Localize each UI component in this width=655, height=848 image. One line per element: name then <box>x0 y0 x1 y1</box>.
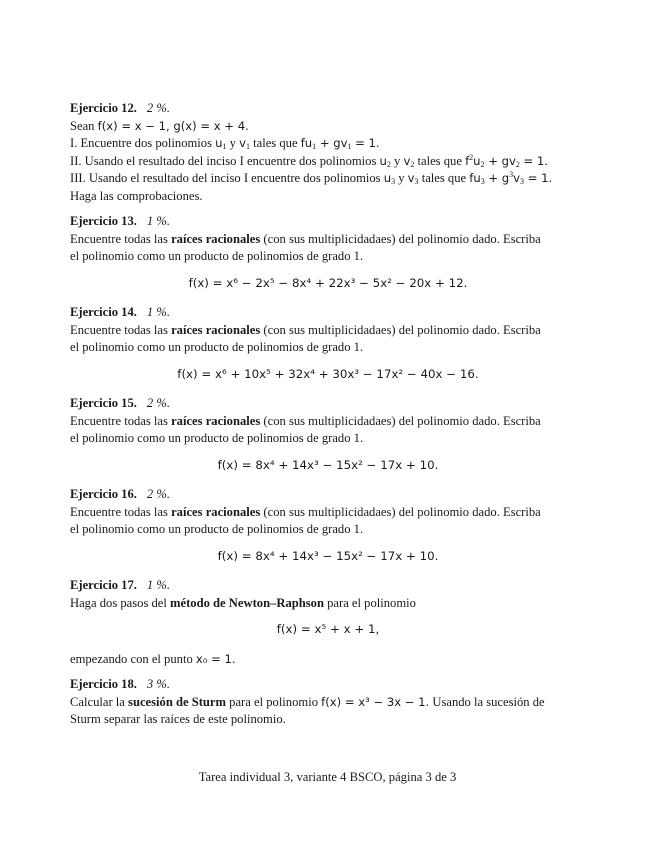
part-iii: III. Usando el resultado del inciso I encuentre dos polinomios $u_3$ y $v_3$ tales que $fu_3 + g^3v_3 = 1$. <box>70 170 553 186</box>
exercise-title: Ejercicio 18. <box>70 677 137 691</box>
exercise-title: Ejercicio 13. <box>70 214 137 228</box>
exercise-12 <box>70 100 586 205</box>
exercise-weight: 1 %. <box>146 578 171 592</box>
statement-line-1: Encuentre todas las raíces racionales (con sus multiplicidadaes) del polinomio dado. Escriba <box>70 322 541 337</box>
statement-line-1: Calcular la sucesión de Sturm para el polinomio f(x) = x³ − 3x − 1. Usando la sucesión de <box>70 694 545 709</box>
polynomial-formula: f(x) = x⁵ + x + 1, <box>276 622 380 636</box>
exercise-page <box>70 100 586 737</box>
exercise-weight: 1 %. <box>146 214 171 228</box>
exercise-weight: 2 %. <box>146 396 171 410</box>
exercise-15 <box>70 395 586 474</box>
statement-line-2: el polinomio como un producto de polinomios de grado 1. <box>70 340 364 354</box>
statement-line-2: el polinomio como un producto de polinomios de grado 1. <box>70 522 364 536</box>
polynomial-formula: f(x) = 8x⁴ + 14x³ − 15x² − 17x + 10. <box>217 457 439 472</box>
exercise-title: Ejercicio 16. <box>70 487 137 501</box>
starting-point-line: empezando con el punto x₀ = 1. <box>70 651 236 666</box>
statement-line-1: Encuentre todas las raíces racionales (con sus multiplicidadaes) del polinomio dado. Escriba <box>70 231 541 246</box>
definitions-line: Sean f(x) = x − 1, g(x) = x + 4. <box>70 118 249 133</box>
exercise-weight: 3 %. <box>146 677 171 691</box>
exercise-18 <box>70 676 586 729</box>
statement-line-2: Sturm separar las raíces de este polinomio. <box>70 712 286 726</box>
exercise-weight: 2 %. <box>146 101 171 115</box>
exercise-title: Ejercicio 17. <box>70 578 137 592</box>
exercise-title: Ejercicio 15. <box>70 396 137 410</box>
statement-line-1: Haga dos pasos del método de Newton–Raphson para el polinomio <box>70 595 416 610</box>
closing-line: Haga las comprobaciones. <box>70 188 203 203</box>
exercise-title: Ejercicio 14. <box>70 305 137 319</box>
statement-line-2: el polinomio como un producto de polinomios de grado 1. <box>70 431 364 445</box>
statement-line-1: Encuentre todas las raíces racionales (con sus multiplicidadaes) del polinomio dado. Escriba <box>70 504 541 519</box>
polynomial-formula: f(x) = 8x⁴ + 14x³ − 15x² − 17x + 10. <box>217 548 439 563</box>
exercise-13 <box>70 213 586 292</box>
polynomial-formula: f(x) = x⁶ + 10x⁵ + 32x⁴ + 30x³ − 17x² − 40x − 16. <box>177 366 479 381</box>
page-footer: Tarea individual 3, variante 4 BSCO, página 3 de 3 <box>198 770 457 784</box>
polynomial-formula: f(x) = x⁶ − 2x⁵ − 8x⁴ + 22x³ − 5x² − 20x + 12. <box>188 275 468 290</box>
part-i: I. Encuentre dos polinomios $u_1$ y $v_1$ tales que $fu_1 + gv_1 = 1$. <box>70 136 380 151</box>
statement-line-1: Encuentre todas las raíces racionales (con sus multiplicidadaes) del polinomio dado. Escriba <box>70 413 541 428</box>
exercise-17 <box>70 577 586 668</box>
exercise-title: Ejercicio 12. <box>70 101 137 115</box>
statement-line-2: el polinomio como un producto de polinomios de grado 1. <box>70 249 364 263</box>
exercise-14 <box>70 304 586 383</box>
part-ii: II. Usando el resultado del inciso I encuentre dos polinomios $u_2$ y $v_2$ tales que $f^2u_2 + gv_2 = 1$. <box>70 152 548 169</box>
exercise-weight: 1 %. <box>146 305 171 319</box>
exercise-weight: 2 %. <box>146 487 171 501</box>
exercise-16 <box>70 486 586 565</box>
